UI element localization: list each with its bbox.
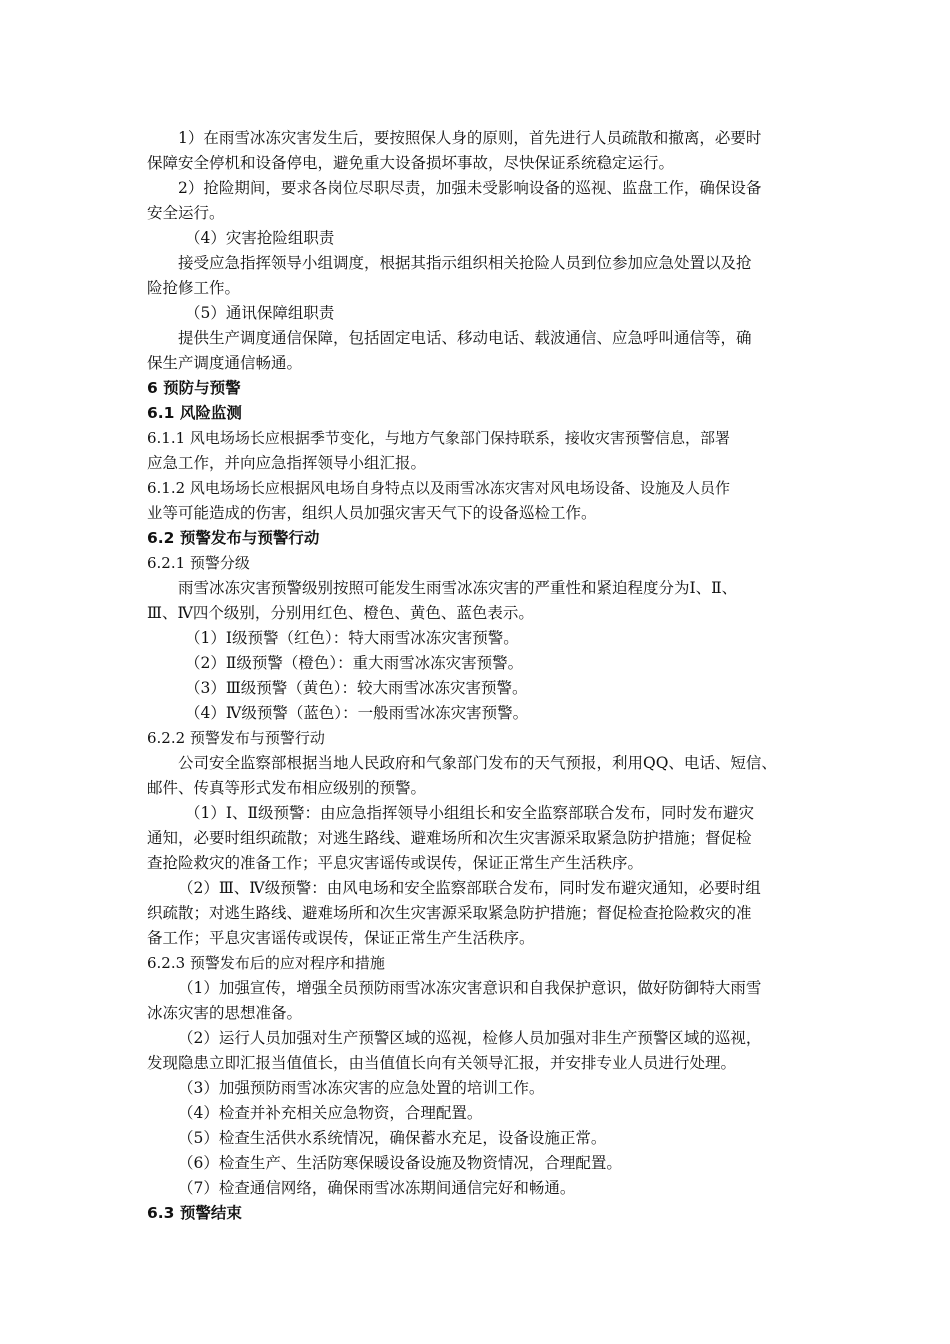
paragraph-first-line: （7）检查通信网络，确保雨雪冰冻期间通信完好和畅通。: [178, 1179, 576, 1197]
document-body: [147, 126, 815, 1226]
paragraph-first-line: 2）抢险期间，要求各岗位尽职尽责，加强未受影响设备的巡视、监盘工作，确保设备: [178, 179, 762, 197]
section-heading: 6.1 风险监测: [147, 404, 242, 422]
paragraph-line: 安全运行。: [147, 204, 225, 222]
list-item-line: （1）Ⅰ级预警（红色）：特大雨雪冰冻灾害预警。: [185, 629, 519, 647]
paragraph-first-line: 1）在雨雪冰冻灾害发生后，要按照保人身的原则，首先进行人员疏散和撤离，必要时: [178, 129, 762, 147]
subsection-line: 6.1.1 风电场场长应根据季节变化，与地方气象部门保持联系，接收灾害预警信息，部署: [147, 429, 730, 447]
paragraph-first-line: 公司安全监察部根据当地人民政府和气象部门发布的天气预报，利用QQ、电话、短信、: [178, 754, 777, 772]
paragraph-first-line: 雨雪冰冻灾害预警级别按照可能发生雨雪冰冻灾害的严重性和紧迫程度分为Ⅰ、Ⅱ、: [178, 579, 738, 597]
subsection-line: 6.2.2 预警发布与预警行动: [147, 729, 325, 747]
section-heading: 6.2 预警发布与预警行动: [147, 529, 320, 547]
list-item-line: （2）Ⅱ级预警（橙色）：重大雨雪冰冻灾害预警。: [185, 654, 524, 672]
paragraph-first-line: （2）运行人员加强对生产预警区域的巡视，检修人员加强对非生产预警区域的巡视，: [178, 1029, 762, 1047]
paragraph-line: Ⅲ、Ⅳ四个级别，分别用红色、橙色、黄色、蓝色表示。: [147, 604, 534, 622]
section-heading: 6 预防与预警: [147, 379, 241, 397]
paragraph-first-line: （3）加强预防雨雪冰冻灾害的应急处置的培训工作。: [178, 1079, 545, 1097]
paragraph-line: 备工作；平息灾害谣传或误传，保证正常生产生活秩序。: [147, 929, 535, 947]
list-item-line: （1）Ⅰ、Ⅱ级预警：由应急指挥领导小组组长和安全监察部联合发布，同时发布避灾: [185, 804, 755, 822]
paragraph-line: 发现隐患立即汇报当值值长，由当值值长向有关领导汇报，并安排专业人员进行处理。: [147, 1054, 737, 1072]
paragraph-first-line: （2）Ⅲ、Ⅳ级预警：由风电场和安全监察部联合发布，同时发布避灾通知，必要时组: [178, 879, 761, 897]
paragraph-line: 业等可能造成的伤害，组织人员加强灾害天气下的设备巡检工作。: [147, 504, 597, 522]
paragraph-line: 邮件、传真等形式发布相应级别的预警。: [147, 779, 427, 797]
paragraph-first-line: （1）加强宣传，增强全员预防雨雪冰冻灾害意识和自我保护意识，做好防御特大雨雪: [178, 979, 762, 997]
paragraph-line: 织疏散；对逃生路线、避难场所和次生灾害源采取紧急防护措施；督促检查抢险救灾的准: [147, 904, 752, 922]
paragraph-line: 保生产调度通信畅通。: [147, 354, 303, 372]
paragraph-line: 通知，必要时组织疏散；对逃生路线、避难场所和次生灾害源采取紧急防护措施；督促检: [147, 829, 752, 847]
paragraph-first-line: （5）检查生活供水系统情况，确保蓄水充足，设备设施正常。: [178, 1129, 607, 1147]
section-heading: 6.3 预警结束: [147, 1204, 242, 1222]
subsection-line: 6.1.2 风电场场长应根据风电场自身特点以及雨雪冰冻灾害对风电场设备、设施及人员作: [147, 479, 730, 497]
paragraph-line: 查抢险救灾的准备工作；平息灾害谣传或误传，保证正常生产生活秩序。: [147, 854, 644, 872]
list-item-line: （4）Ⅳ级预警（蓝色）：一般雨雪冰冻灾害预警。: [185, 704, 529, 722]
list-item-line: （3）Ⅲ级预警（黄色）：较大雨雪冰冻灾害预警。: [185, 679, 528, 697]
subsection-line: 6.2.3 预警发布后的应对程序和措施: [147, 954, 385, 972]
paragraph-first-line: 提供生产调度通信保障，包括固定电话、移动电话、载波通信、应急呼叫通信等，确: [178, 329, 752, 347]
subsection-line: 6.2.1 预警分级: [147, 554, 250, 572]
paragraph-line: 保障安全停机和设备停电，避免重大设备损坏事故，尽快保证系统稳定运行。: [147, 154, 675, 172]
paragraph-first-line: （6）检查生产、生活防寒保暖设备设施及物资情况，合理配置。: [178, 1154, 622, 1172]
paragraph-line: 应急工作，并向应急指挥领导小组汇报。: [147, 454, 427, 472]
list-item-line: （4）灾害抢险组职责: [185, 229, 335, 247]
paragraph-first-line: （4）检查并补充相关应急物资，合理配置。: [178, 1104, 483, 1122]
paragraph-line: 冰冻灾害的思想准备。: [147, 1004, 303, 1022]
paragraph-line: 险抢修工作。: [147, 279, 241, 297]
list-item-line: （5）通讯保障组职责: [185, 304, 335, 322]
paragraph-first-line: 接受应急指挥领导小组调度，根据其指示组织相关抢险人员到位参加应急处置以及抢: [178, 254, 752, 272]
